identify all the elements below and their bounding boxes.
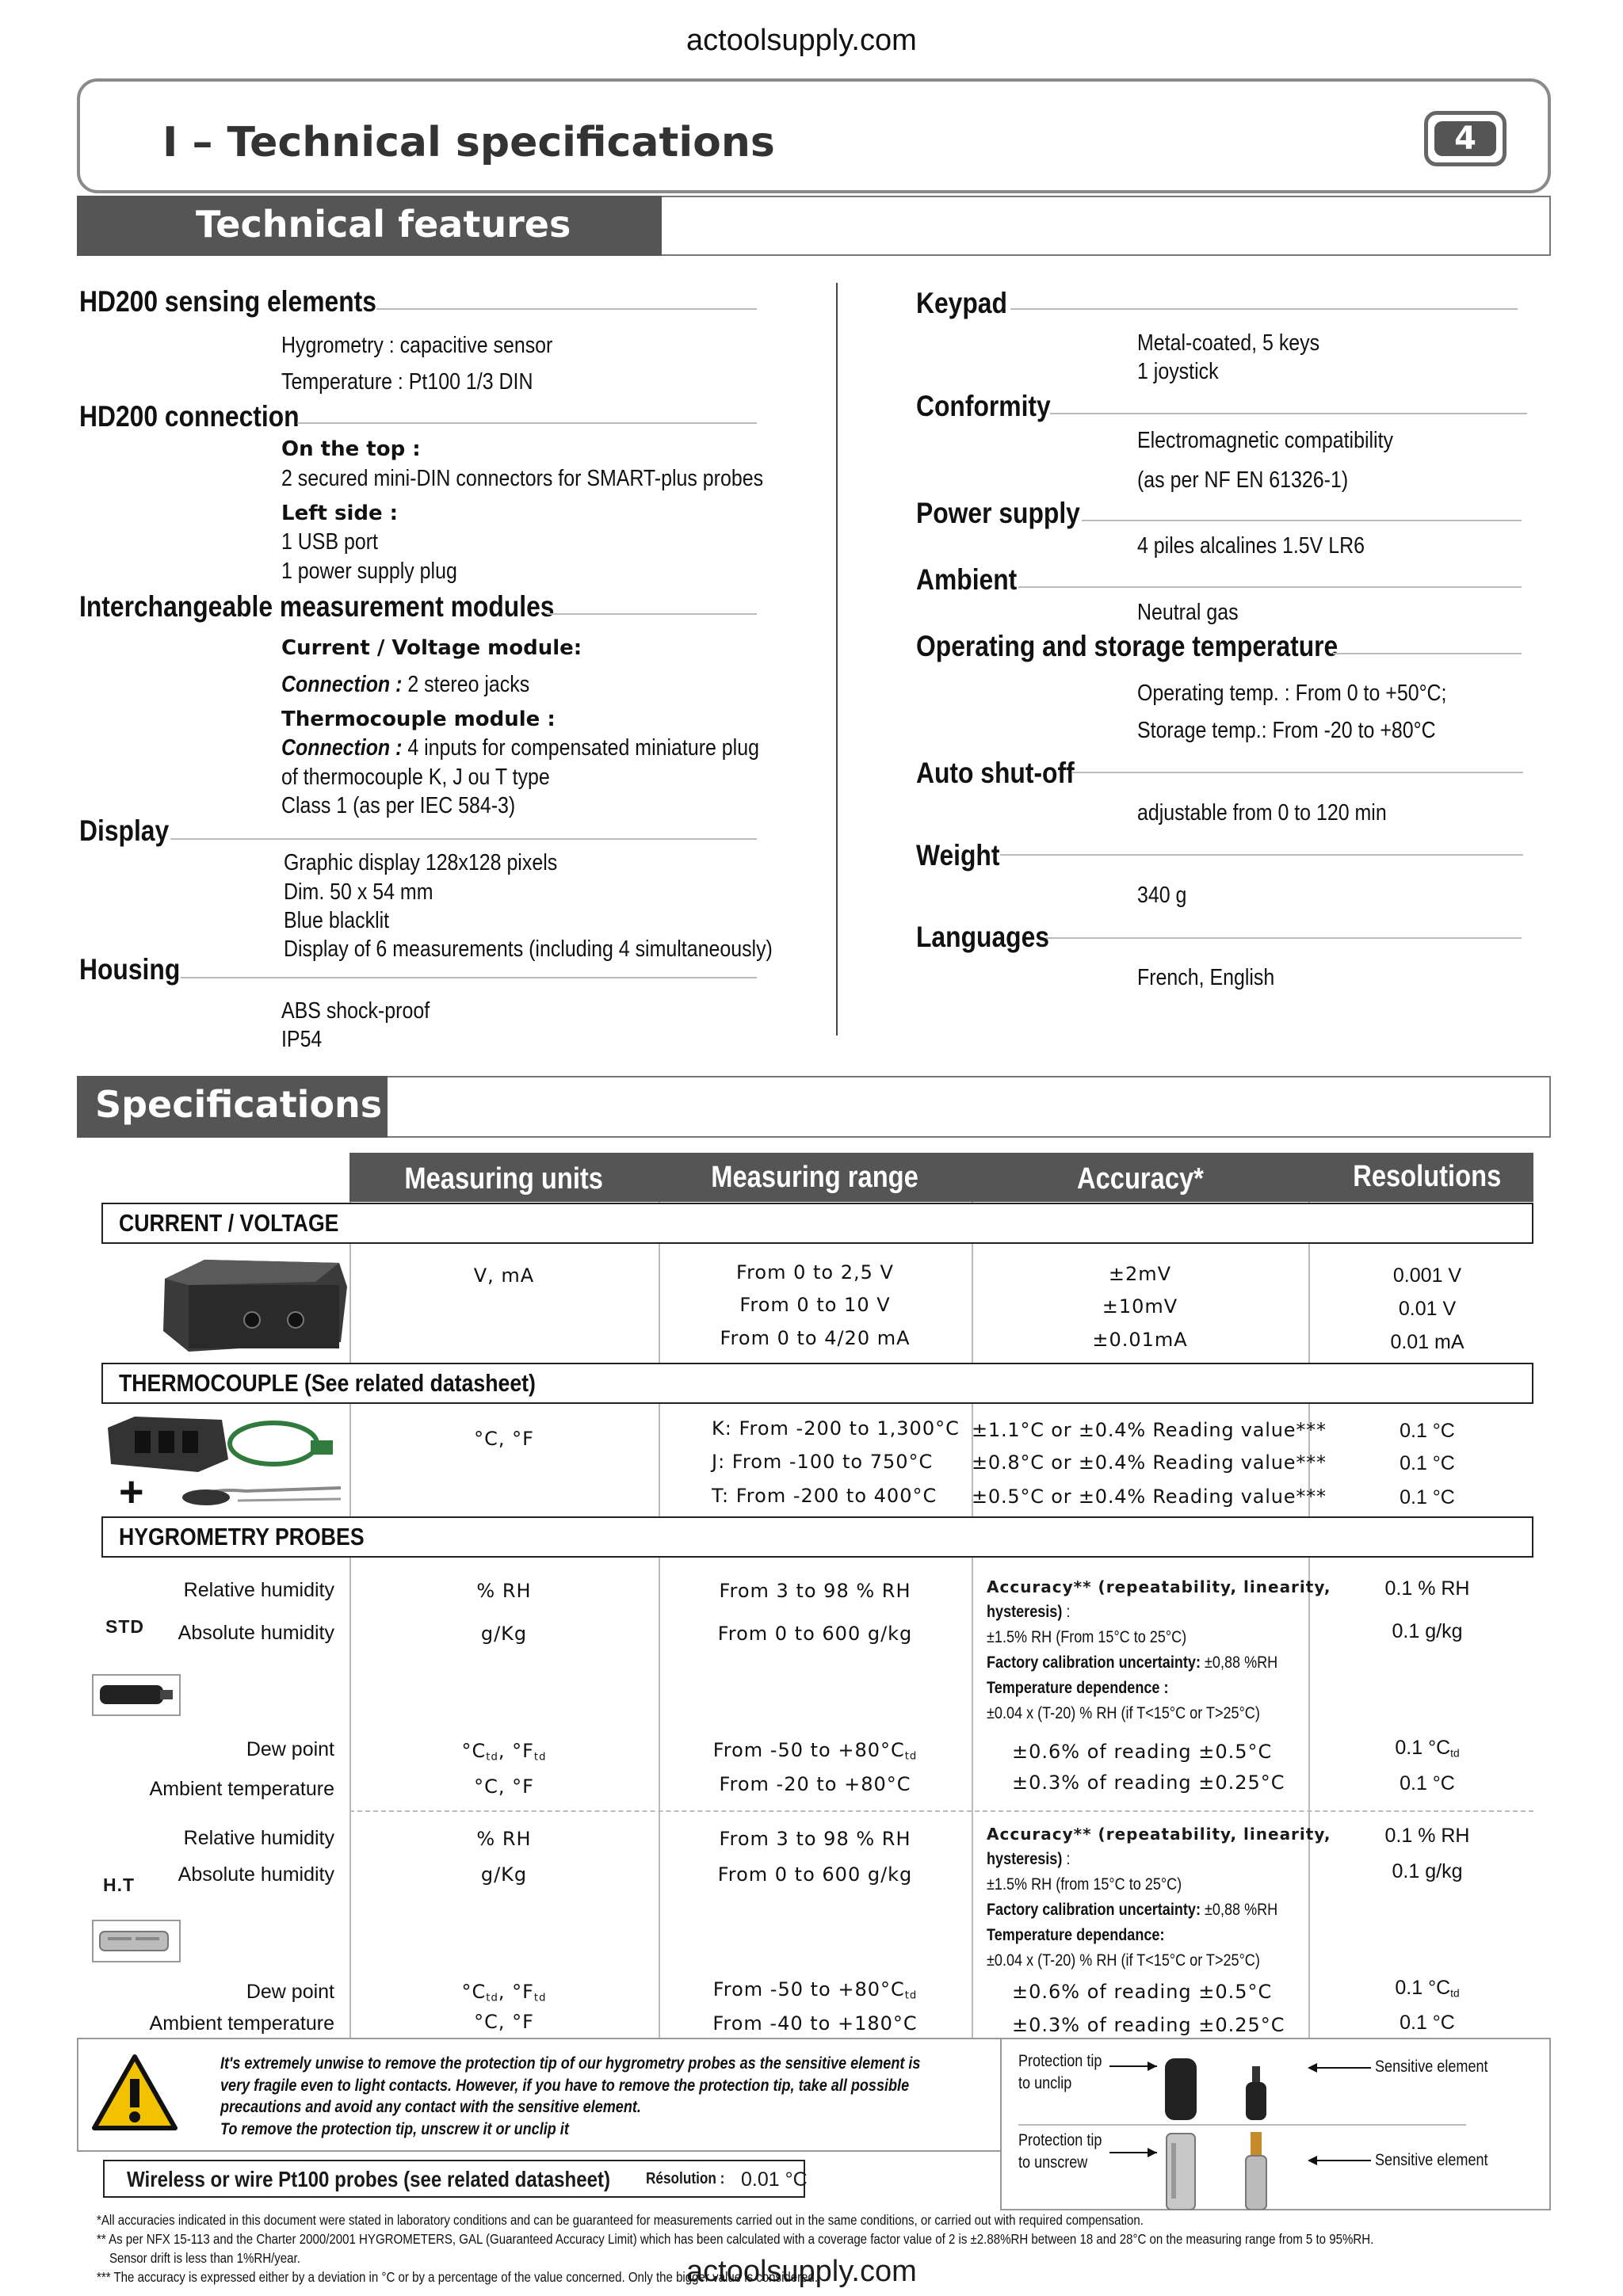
subscript: td xyxy=(486,1992,498,2004)
section-title-display: Display xyxy=(79,814,170,847)
ht-units-rh: % RH xyxy=(476,1828,532,1850)
specifications-title: Specifications xyxy=(95,1083,383,1126)
header-accuracy: Accuracy* xyxy=(1076,1162,1204,1196)
cv-resolution: 0.01 V xyxy=(1398,1298,1457,1320)
ht-range-ah: From 0 to 600 g/kg xyxy=(717,1863,913,1886)
std-label-at: Ambient temperature xyxy=(149,1778,334,1800)
tc-type: J xyxy=(712,1451,719,1473)
ht-acc-at: ±0.3% of reading ±0.25°C xyxy=(1012,2014,1285,2036)
section-title-power: Power supply xyxy=(916,497,1080,529)
unclip-probe-illustration xyxy=(1109,2042,1482,2122)
warning-line: To remove the protection tip, unscrew it or unclip it xyxy=(220,2120,569,2138)
subscript: td xyxy=(533,1751,547,1764)
ht-label-dp: Dew point xyxy=(246,1981,334,2003)
tc-accuracy: ±0.5°C or ±0.4% Reading value*** xyxy=(972,1486,1327,1508)
ht-range-dp: From -50 to +80°C xyxy=(712,1978,905,2000)
cv-module-label: Current / Voltage module: xyxy=(281,636,582,660)
footnote: Sensor drift is less than 1%RH/year. xyxy=(109,2250,300,2266)
rule xyxy=(547,613,757,615)
ht-label-ah: Absolute humidity xyxy=(178,1863,334,1886)
section-title-shutoff: Auto shut-off xyxy=(916,757,1075,789)
footnote: *** The accuracy is expressed either by a deviation in °C or by a percentage of the value concerned. Only the bigger value is considered. xyxy=(97,2269,819,2285)
std-dependence-value: ±0.04 x (T-20) % RH (if T<15°C or T>25°C) xyxy=(987,1704,1260,1722)
cv-units: V, mA xyxy=(473,1264,535,1287)
tc-type: K xyxy=(712,1417,725,1440)
tc-range: : From -200 to 400°C xyxy=(722,1485,938,1507)
rule xyxy=(1000,854,1523,856)
rule xyxy=(181,977,757,978)
std-units-rh: % RH xyxy=(476,1580,532,1602)
wireless-resolution-label: Résolution : xyxy=(646,2170,725,2187)
ht-acc-head2: hysteresis) xyxy=(987,1850,1063,1868)
rule xyxy=(1046,937,1522,939)
rule xyxy=(1333,653,1522,654)
footnote: *All accuracies indicated in this document were stated in laboratory conditions and can be guaranteed for measurements carried out in the same conditions, or carried out with required compensation. xyxy=(97,2212,1144,2228)
std-acc-head: Accuracy** (repeatability, linearity, xyxy=(987,1577,1331,1596)
category-title: HYGROMETRY PROBES xyxy=(119,1523,365,1550)
section-title-housing: Housing xyxy=(79,953,181,986)
std-units-at: °C, °F xyxy=(474,1775,534,1798)
unscrew-label: Protection tip xyxy=(1018,2131,1102,2149)
ht-res-rh: 0.1 % RH xyxy=(1384,1825,1470,1847)
tc-range: : From -100 to 750°C xyxy=(718,1451,934,1473)
display-line: Blue blacklit xyxy=(284,908,390,933)
ht-label-rh: Relative humidity xyxy=(183,1827,334,1849)
rule xyxy=(1010,308,1518,310)
rule xyxy=(297,422,757,424)
std-acc-head2: hysteresis) xyxy=(987,1603,1063,1621)
ht-acc-head: Accuracy** (repeatability, linearity, xyxy=(987,1825,1331,1844)
connection-top-label: On the top : xyxy=(281,437,421,461)
std-factory-value: ±0,88 %RH xyxy=(1204,1653,1278,1672)
std-acc-dp: ±0.6% of reading ±0.5°C xyxy=(1012,1741,1273,1763)
ht-dependence-label: Temperature dependance: xyxy=(987,1926,1165,1944)
warning-line: very fragile even to light contacts. However, if you have to remove the protection tip, take all possible xyxy=(220,2077,910,2095)
languages-line: French, English xyxy=(1137,965,1275,990)
section-title-conformity: Conformity xyxy=(916,390,1051,422)
divider xyxy=(1018,2124,1466,2126)
tc-units: °C, °F xyxy=(474,1428,534,1450)
ht-acc-dp: ±0.6% of reading ±0.5°C xyxy=(1012,1981,1273,2003)
connection-top-line: 2 secured mini-DIN connectors for SMART-plus probes xyxy=(281,466,764,491)
keypad-line: Metal-coated, 5 keys xyxy=(1137,330,1320,356)
std-label-dp: Dew point xyxy=(246,1738,334,1760)
shutoff-line: adjustable from 0 to 120 min xyxy=(1137,800,1387,826)
site-url-top[interactable]: actoolsupply.com xyxy=(686,24,917,57)
tc-type: T xyxy=(712,1485,723,1507)
connection-left-label: Left side : xyxy=(281,502,399,525)
row-separator xyxy=(349,1810,1533,1812)
std-label-ah: Absolute humidity xyxy=(178,1622,334,1644)
ht-res-ah: 0.1 g/kg xyxy=(1392,1860,1463,1882)
current-voltage-module-image xyxy=(157,1255,352,1356)
tc-line: of thermocouple K, J ou T type xyxy=(281,765,550,790)
tc-resolution: 0.1 °C xyxy=(1400,1452,1455,1474)
rule xyxy=(1050,413,1527,414)
tc-accuracy: ±0.8°C or ±0.4% Reading value*** xyxy=(972,1451,1327,1474)
warning-line: It's extremely unwise to remove the protection tip of our hygrometry probes as the sensitive element is xyxy=(220,2054,921,2073)
ht-units-dp: , °F xyxy=(498,1981,534,2003)
rule xyxy=(1082,520,1522,521)
tc-module-label: Thermocouple module : xyxy=(281,707,556,731)
tc-resolution: 0.1 °C xyxy=(1400,1486,1455,1508)
ht-factory-label: Factory calibration uncertainty: xyxy=(987,1901,1201,1919)
page-number-badge xyxy=(1424,111,1507,166)
wireless-label: Wireless or wire Pt100 probes (see related datasheet) xyxy=(127,2167,611,2191)
section-title-keypad: Keypad xyxy=(916,287,1007,319)
warning-icon xyxy=(91,2052,178,2133)
section-title-temperature: Operating and storage temperature xyxy=(916,630,1338,662)
std-range-ah: From 0 to 600 g/kg xyxy=(717,1623,913,1645)
header-units: Measuring units xyxy=(404,1162,604,1196)
ht-units-dp: °C xyxy=(461,1981,487,2003)
cv-connection-value: 2 stereo jacks xyxy=(407,672,530,697)
cv-resolution: 0.001 V xyxy=(1392,1264,1462,1287)
sensitive-element-label: Sensitive element xyxy=(1375,2151,1488,2169)
tc-connection-value: 4 inputs for compensated miniature plug xyxy=(407,735,759,761)
ht-acc-rh: ±1.5% RH (from 15°C to 25°C) xyxy=(987,1875,1182,1894)
sensing-line: Hygrometry : capacitive sensor xyxy=(281,333,553,358)
housing-line: ABS shock-proof xyxy=(281,998,430,1024)
site-url-bottom[interactable]: actoolsupply.com xyxy=(686,2255,917,2288)
page-number: 4 xyxy=(1434,121,1496,156)
ht-tag: H.T xyxy=(103,1875,136,1895)
ht-units-at: °C, °F xyxy=(474,2011,534,2033)
ambient-line: Neutral gas xyxy=(1137,600,1239,625)
cv-resolution: 0.01 mA xyxy=(1390,1331,1465,1353)
unclip-label: Protection tip xyxy=(1018,2052,1102,2070)
rule xyxy=(376,308,757,310)
tc-resolution: 0.1 °C xyxy=(1400,1420,1455,1442)
sensitive-element-label: Sensitive element xyxy=(1375,2058,1488,2076)
std-res-ah: 0.1 g/kg xyxy=(1392,1620,1463,1642)
ht-res-at: 0.1 °C xyxy=(1400,2012,1455,2034)
header-range: Measuring range xyxy=(711,1161,919,1194)
cv-range: From 0 to 4/20 mA xyxy=(720,1327,911,1349)
ht-dependence-value: ±0.04 x (T-20) % RH (if T<15°C or T>25°C) xyxy=(987,1951,1260,1970)
section-title-ambient: Ambient xyxy=(916,563,1018,596)
std-units-ah: g/Kg xyxy=(480,1623,528,1645)
std-range-dp: From -50 to +80°C xyxy=(712,1739,905,1761)
ht-range-rh: From 3 to 98 % RH xyxy=(719,1828,911,1850)
cv-range: From 0 to 10 V xyxy=(739,1294,891,1316)
cv-range: From 0 to 2,5 V xyxy=(736,1261,894,1283)
tc-range: : From -200 to 1,300°C xyxy=(724,1417,960,1440)
header-resolution: Resolutions xyxy=(1353,1160,1502,1193)
conformity-line: Electromagnetic compatibility xyxy=(1137,428,1393,453)
subscript: td xyxy=(904,1750,918,1763)
std-range-rh: From 3 to 98 % RH xyxy=(719,1580,911,1602)
tc-accuracy: ±1.1°C or ±0.4% Reading value*** xyxy=(972,1419,1327,1441)
weight-line: 340 g xyxy=(1137,883,1187,908)
temp-line: Operating temp. : From 0 to +50°C; xyxy=(1137,681,1447,706)
features-title: Technical features xyxy=(196,203,571,246)
connection-left-line: 1 USB port xyxy=(281,529,378,555)
ht-range-at: From -40 to +180°C xyxy=(712,2012,918,2035)
std-label-rh: Relative humidity xyxy=(183,1579,334,1601)
std-tag: STD xyxy=(105,1616,144,1637)
section-title-languages: Languages xyxy=(916,921,1049,953)
warning-line: precautions and avoid any contact with the sensitive element. xyxy=(220,2098,641,2116)
plus-sign: + xyxy=(119,1468,144,1516)
display-line: Display of 6 measurements (including 4 simultaneously) xyxy=(284,936,773,962)
category-title: THERMOCOUPLE (See related datasheet) xyxy=(119,1369,536,1397)
std-units-dp: °C xyxy=(461,1740,487,1762)
column-divider xyxy=(836,283,838,1035)
cv-connection-label: Connection : xyxy=(281,672,403,697)
cv-accuracy: ±10mV xyxy=(1102,1295,1178,1318)
std-res-dp: 0.1 °C xyxy=(1395,1737,1451,1759)
ht-res-dp: 0.1 °C xyxy=(1395,1977,1451,1999)
tc-line: Class 1 (as per IEC 584-3) xyxy=(281,793,516,818)
std-acc-rh: ±1.5% RH (From 15°C to 25°C) xyxy=(987,1628,1187,1646)
std-probe-image xyxy=(92,1674,181,1716)
std-acc-colon: : xyxy=(1062,1603,1071,1621)
connection-left-line: 1 power supply plug xyxy=(281,559,457,584)
sensing-line: Temperature : Pt100 1/3 DIN xyxy=(281,369,533,395)
keypad-line: 1 joystick xyxy=(1137,359,1219,384)
col-line xyxy=(972,1202,973,2038)
display-line: Dim. 50 x 54 mm xyxy=(284,879,433,905)
rule xyxy=(1018,586,1522,588)
subscript: td xyxy=(533,1992,547,2004)
ht-probe-image xyxy=(92,1920,181,1962)
subscript: td xyxy=(1450,1987,1460,2000)
section-title-connection: HD200 connection xyxy=(79,400,300,433)
ht-acc-colon: : xyxy=(1062,1850,1071,1868)
std-dependence-label: Temperature dependence : xyxy=(987,1679,1169,1697)
display-line: Graphic display 128x128 pixels xyxy=(284,850,558,875)
std-res-rh: 0.1 % RH xyxy=(1384,1577,1470,1600)
subscript: td xyxy=(904,1989,918,2002)
unscrew-label: to unscrew xyxy=(1018,2153,1088,2172)
unclip-label: to unclip xyxy=(1018,2074,1072,2092)
tc-connection-label: Connection : xyxy=(281,735,403,761)
cv-accuracy: ±0.01mA xyxy=(1092,1329,1188,1351)
temp-line: Storage temp.: From -20 to +80°C xyxy=(1137,718,1436,743)
std-acc-at: ±0.3% of reading ±0.25°C xyxy=(1012,1772,1285,1794)
ht-label-at: Ambient temperature xyxy=(149,2012,334,2035)
cv-accuracy: ±2mV xyxy=(1108,1263,1172,1285)
std-factory-label: Factory calibration uncertainty: xyxy=(987,1653,1201,1672)
ht-factory-value: ±0,88 %RH xyxy=(1204,1901,1278,1919)
wireless-resolution-value: 0.01 °C xyxy=(741,2168,808,2191)
std-units-dp: , °F xyxy=(498,1740,534,1762)
section-title-modules: Interchangeable measurement modules xyxy=(79,590,555,623)
section-title-sensing: HD200 sensing elements xyxy=(79,285,376,318)
footnote: ** As per NFX 15-113 and the Charter 2000/2001 HYGROMETERS, GAL (Guaranteed Accuracy Limit) which has been calculated with a coverage factor value of 2 is ±2.88%RH between 18 and 28°C on the measuring range from 5 to 95%RH. xyxy=(97,2231,1374,2247)
housing-line: IP54 xyxy=(281,1027,323,1052)
page-title: I – Technical specifications xyxy=(162,119,775,166)
std-res-at: 0.1 °C xyxy=(1400,1772,1455,1794)
conformity-line: (as per NF EN 61326-1) xyxy=(1137,467,1349,493)
std-range-at: From -20 to +80°C xyxy=(719,1773,911,1795)
rule xyxy=(170,838,757,840)
power-line: 4 piles alcalines 1.5V LR6 xyxy=(1137,533,1365,559)
subscript: td xyxy=(1450,1747,1460,1760)
section-title-weight: Weight xyxy=(916,839,1000,871)
ht-units-ah: g/Kg xyxy=(480,1863,528,1886)
subscript: td xyxy=(486,1751,498,1764)
category-title: CURRENT / VOLTAGE xyxy=(119,1209,339,1237)
rule xyxy=(1071,772,1523,773)
